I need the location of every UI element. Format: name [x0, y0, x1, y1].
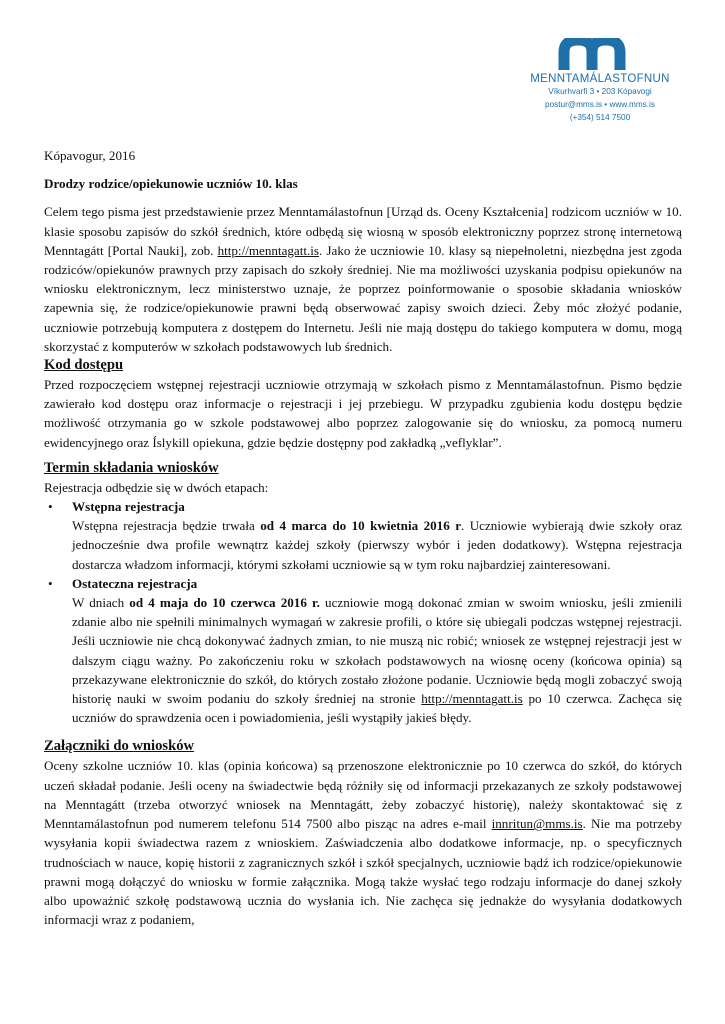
phone-line: (+354) 514 7500 [569, 113, 631, 122]
contact-line: postur@mms.is • www.mms.is [545, 100, 655, 109]
menntagatt-link[interactable]: http://menntagatt.is [421, 691, 523, 707]
stage-title: Wstępna rejestracja [72, 499, 185, 515]
attachments-heading: Załączniki do wniosków [44, 738, 195, 755]
bullet-icon: • [48, 499, 53, 515]
mms-logo-icon [558, 38, 642, 70]
letter-body [44, 146, 682, 929]
menntagatt-link[interactable]: http://menntagatt.is [217, 242, 320, 258]
salutation: Drodzy rodzice/opiekunowie uczniów 10. klas [44, 176, 298, 192]
stage-title: Ostateczna rejestracja [72, 575, 198, 591]
email-link[interactable]: innritun@mms.is [491, 816, 583, 832]
intro-paragraph: Celem tego pisma jest przedstawienie przez Menntamálastofnun [Urząd ds. Oceny Kształcenia] rodzicom uczniów w 10. klasie sposobu zapisów do szkół średnich, które odbędą się wiosną w sposób elektroniczny poprzez stronę internetową Menntagátt [Portal Nauki], zob. http://menntagatt.is. Jako że uczniowie 10. klasy są niepełnoletni, niezbędna jest zgoda rodziców/opiekunów prawnych przy zapisach do szkoły średniej. Nie ma możliwości uzyskania podpisu opiekunów na wniosku elektronicznym, lecz ministerstwo uznaje, że poprzez poinformowanie o sposobie składania wniosków zapewnia się, że rodzice/opiekunowie prawni będą obserwować zapisy swoich dzieci. Żeby móc złożyć podanie, uczniowie potrzebują komputera z dostępem do Internetu. Jeśli nie mają dostępu do takiego komputera w domu, mogą skorzystać z komputerów w szkołach podstawowych lub średnich. [44, 204, 682, 354]
deadline-lead: Rejestracja odbędzie się w dwóch etapach: [44, 479, 269, 495]
list-item [44, 497, 682, 574]
stage-text: W dniach od 4 maja do 10 czerwca 2016 r. uczniowie mogą dokonać zmian w swoim wniosku, jeśli zmienili zdanie albo nie spełnili minimalnych wymagań w zakresie profili, o które się ubiegali podczas wstępnej rejestracji. Jeśli uczniowie nie chcą dokonywać żadnych zmian, to nie muszą nic robić; wniosek ze wstępnej rejestracji jest w dalszym ciągu ważny. Po zakończeniu roku w szkołach podstawowych na wiosnę oceny (końcowa opinia) są przekazywane elektronicznie do szkół, do których zostało złożone podanie. Uczniowie będą mogli zobaczyć swoją historię nauki w swoim podaniu do szkoły średniej na stronie http://menntagatt.is po 10 czerwca. Zachęca się uczniów do sprawdzenia ocen i powiadomienia, jeśli wystąpiły jakieś błędy. [72, 595, 682, 726]
access-code-heading: Kod dostępu [44, 357, 124, 374]
attachments-paragraph: Oceny szkolne uczniów 10. klas (opinia końcowa) są przenoszone elektronicznie po 10 czerwca do szkół, do których uczeń składał podanie. Jeśli oceny na świadectwie będą różniły się od informacji przekazanych ze szkoły podstawowej na Menntagátt (trzeba otworzyć wniosek na Menntagátt, żeby zobaczyć historię), należy skontaktować się z Menntamálastofnun pod numerem telefonu 514 7500 albo pisząc na adres e-mail innritun@mms.is. Nie ma potrzeby wysyłania kopii świadectwa razem z wnioskiem. Zaświadczenia albo dodatkowe informacje, np. o specyficznych trudnościach w nauce, kopię historii z zagranicznych szkół i szkół specjalnych, uczniowie bądź ich rodzice/opiekunowie prawni mogą dołączyć do wniosku w formie załącznika. Mogą także wysłać tego rodzaju informacje do danej szkoły albo upoważnić szkołę podstawową ucznia do wysłania ich. Nie zachęca się jednakże do wysyłania dodatkowych informacji wraz z podaniem, [44, 758, 682, 928]
logo-name: MENNTAMÁLASTOFNUN [530, 73, 670, 85]
list-item [44, 574, 682, 728]
stage-text: Wstępna rejestracja będzie trwała od 4 marca do 10 kwietnia 2016 r. Uczniowie wybierają dwie szkoły oraz jednocześnie dwa profile wewnątrz każdej szkoły (pierwszy wybór i jeden dodatkowy). Wstępna rejestracja dostarcza władzom informacji, którymi szkołami uczniowie są w tym roku najbardziej zainteresowani. [72, 518, 682, 572]
access-code-paragraph: Przed rozpoczęciem wstępnej rejestracji uczniowie otrzymają w szkołach pismo z Menntamálastofnun. Pismo będzie zawierało kod dostępu oraz informacje o rejestracji i jej przebiegu. W przypadku zgubienia kodu dostępu będzie możliwość otrzymania go w szkole podstawowej albo poprzez zalogowanie się do wniosku, za pomocą numeru ewidencyjnego oraz Íslykill opiekuna, gdzie będzie dostępny pod zakładką „veflyklar”. [44, 377, 682, 450]
place-date: Kópavogur, 2016 [44, 148, 136, 163]
deadline-heading: Termin składania wniosków [44, 459, 219, 476]
bullet-icon: • [48, 575, 53, 591]
letterhead [520, 38, 680, 124]
registration-stages-list [44, 497, 682, 727]
address-line: Víkurhvarfi 3 • 203 Kópavogi [548, 87, 652, 96]
